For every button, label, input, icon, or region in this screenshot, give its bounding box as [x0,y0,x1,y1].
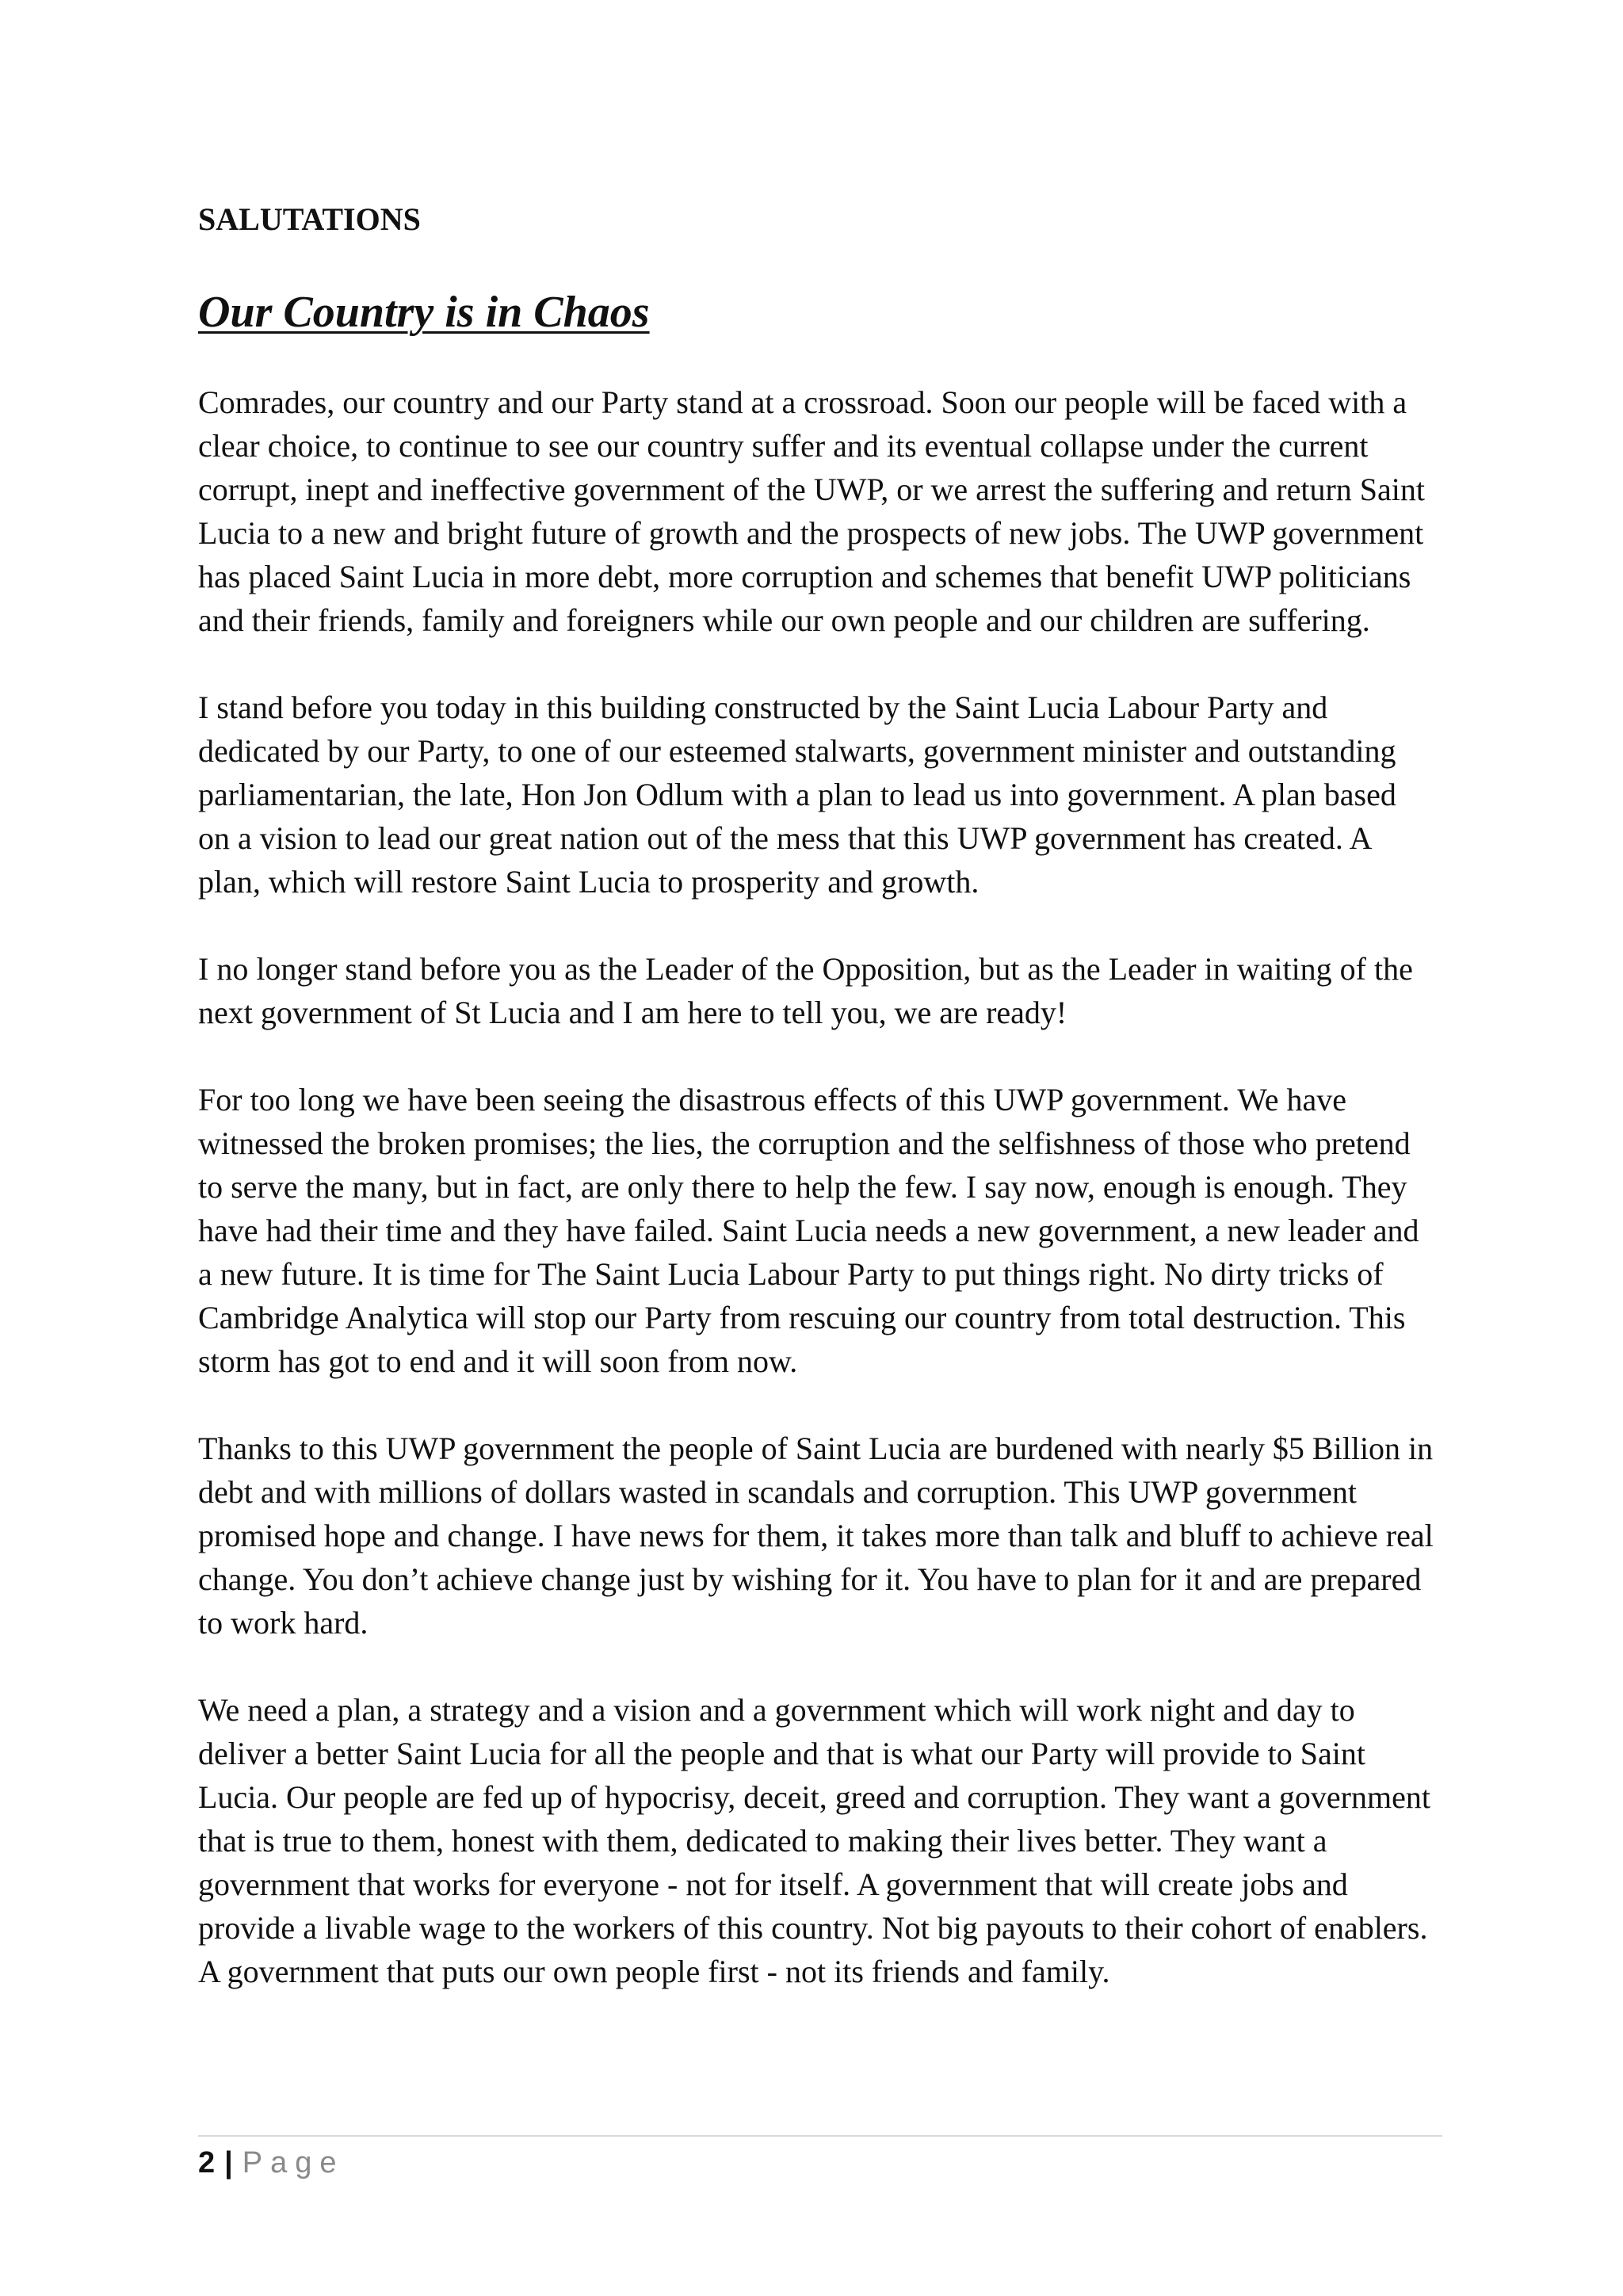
paragraph-6: We need a plan, a strategy and a vision and a government which will work night and day to deliver a better Saint Lucia for all the people and that is what our Party will provide to Saint Lucia. Our people are fed up of hypocrisy, deceit, greed and corruption. They want a government that is true to them, honest with them, dedicated to making their lives better. They want a government that works for everyone - not for itself. A government that will create jobs and provide a livable wage to the workers of this country. Not big payouts to their cohort of enablers. A government that puts our own people first - not its friends and family. [198,1692,1430,1989]
page-number: 2 [198,2146,216,2179]
paragraph-4: For too long we have been seeing the disastrous effects of this UWP government. We have witnessed the broken promises; the lies, the corruption and the selfishness of those who pretend to serve the many, but in fact, are only there to help the few. I say now, enough is enough. They have had their time and they have failed. Saint Lucia needs a new government, a new leader and a new future. It is time for The Saint Lucia Labour Party to put things right. No dirty tricks of Cambridge Analytica will stop our Party from rescuing our country from total destruction. This storm has got to end and it will soon from now. [198,1082,1419,1379]
paragraph-5: Thanks to this UWP government the people of Saint Lucia are burdened with nearly $5 Billion in debt and with millions of dollars wasted in scandals and corruption. This UWP government promised hope and change. I have news for them, it takes more than talk and bluff to achieve real change. You don’t achieve change just by wishing for it. You have to plan for it and are prepared to work hard. [198,1431,1434,1641]
salutation-heading: SALUTATIONS [198,201,421,237]
footer-separator: | [224,2146,233,2179]
paragraph-3: I no longer stand before you as the Leader of the Opposition, but as the Leader in waiting of the next government of St Lucia and I am here to tell you, we are ready! [198,951,1413,1030]
page-title: Our Country is in Chaos [198,288,650,337]
page-footer [198,2135,1442,2183]
document-body [198,380,1434,2037]
paragraph-2: I stand before you today in this building constructed by the Saint Lucia Labour Party and dedicated by our Party, to one of our esteemed stalwarts, government minister and outstanding parliamentarian, the late, Hon Jon Odlum with a plan to lead us into government. A plan based on a vision to lead our great nation out of the mess that this UWP government has created. A plan, which will restore Saint Lucia to prosperity and growth. [198,690,1396,900]
paragraph-1: Comrades, our country and our Party stand at a crossroad. Soon our people will be faced with a clear choice, to continue to see our country suffer and its eventual collapse under the current corrupt, inept and ineffective government of the UWP, or we arrest the suffering and return Saint Lucia to a new and bright future of growth and the prospects of new jobs. The UWP government has placed Saint Lucia in more debt, more corruption and schemes that benefit UWP politicians and their friends, family and foreigners while our own people and our children are suffering. [198,384,1426,638]
page-label: Page [242,2146,345,2179]
page-indicator [198,2143,1442,2183]
